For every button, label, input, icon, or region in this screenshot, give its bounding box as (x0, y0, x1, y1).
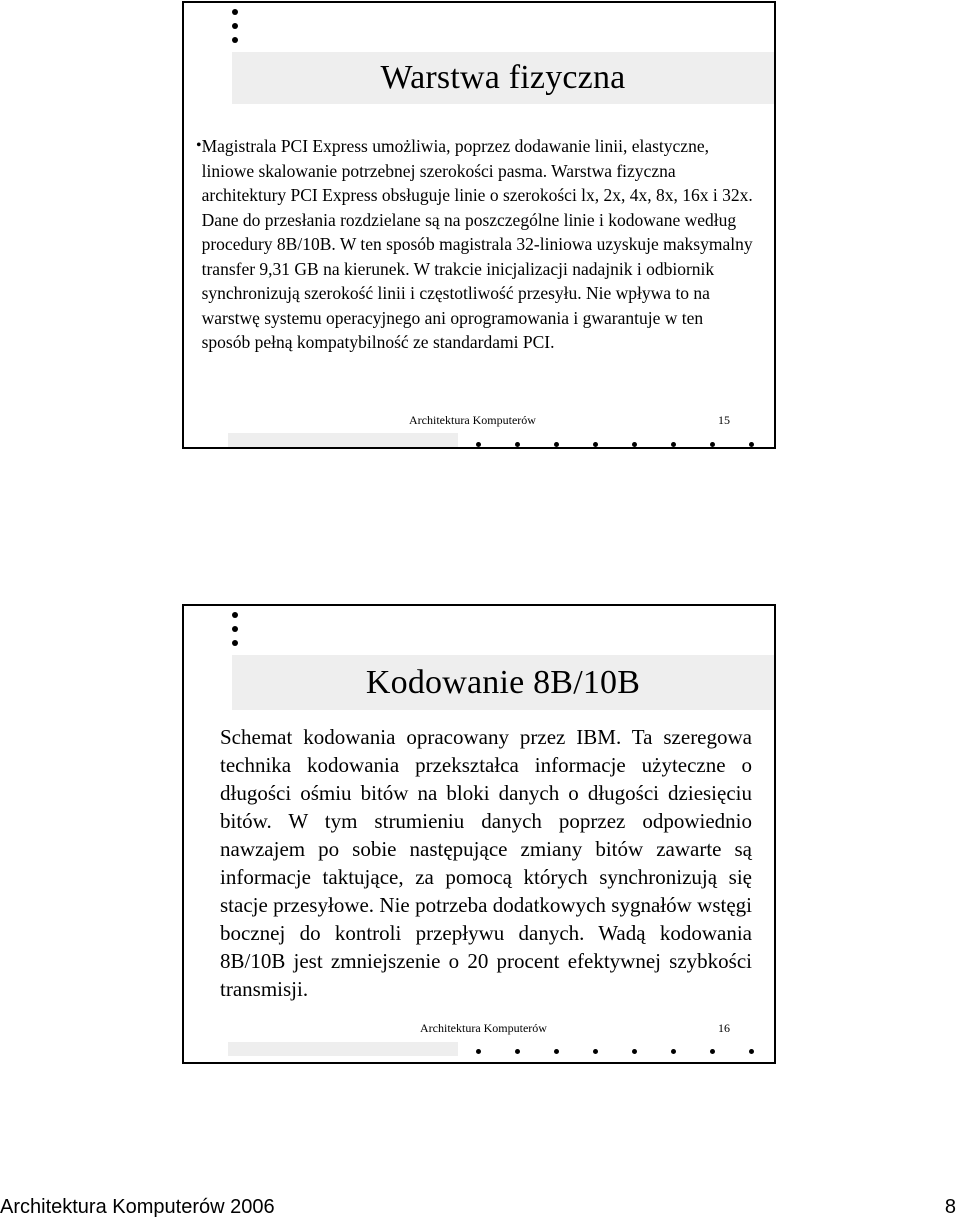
footer-band (228, 1042, 458, 1056)
page-number: 8 (944, 1196, 956, 1218)
slide-body-text: Magistrala PCI Express umożliwia, poprzez dodawanie linii, elastyczne, liniowe skalowanie potrzebnej szerokości pasma. Warstwa fizyczna architektury PCI Express obsługuje linie o szerokości lx, 2x, 4x, 8x, 16x i 32x. Dane do przesłania rozdzielane są na poszczególne linie i kodowane według procedury 8B/10B. W ten sposób magistrala 32-liniowa uzyskuje maksymalny transfer 9,31 GB na kierunek. W trakcie inicjalizacji nadajnik i odbiornik synchronizują szerokość linii i częstotliwość przesyłu. Nie wpływa to na warstwę systemu operacyjnego ani oprogramowania i gwarantuje w ten sposób pełną kompatybilność ze standardami PCI. (201, 136, 753, 352)
slide-footer-label: Architektura Komputerów (409, 413, 536, 427)
page-footer-title: Architektura Komputerów 2006 (0, 1196, 275, 1218)
decorative-dots-vertical (232, 9, 244, 51)
slide-number: 16 (718, 1021, 730, 1035)
slide-title: Kodowanie 8B/10B (365, 663, 641, 701)
decorative-dots-horizontal (476, 1049, 754, 1054)
decorative-dots-vertical (232, 612, 244, 654)
slide-title: Warstwa fizyczna (380, 59, 626, 96)
bullet-icon: • (196, 137, 202, 154)
footer-band (228, 433, 458, 447)
slide-footer-label: Architektura Komputerów (420, 1021, 547, 1035)
decorative-dots-horizontal (476, 442, 754, 447)
slide-15 (182, 1, 776, 449)
slide-16 (182, 604, 776, 1064)
slide-number: 15 (718, 413, 730, 427)
slide-body-text: Schemat kodowania opracowany przez IBM. Ta szeregowa technika kodowania przekształca informacje użyteczne o długości ośmiu bitów na bloki danych o długości dziesięciu bitów. W tym strumieniu danych poprzez odpowiednio nawzajem po sobie następujące zmiany bitów zawarte są informacje taktujące, za pomocą których synchronizują się stacje przesyłowe. Nie potrzeba dodatkowych sygnałów wstęgi bocznej do kontroli przepływu danych. Wadą kodowania 8B/10B jest zmniejszenie o 20 procent efektywnej szybkości transmisji. (220, 725, 752, 1001)
slide-title-band (232, 655, 774, 710)
slide-body (196, 134, 754, 355)
slide-title-band (232, 52, 774, 104)
